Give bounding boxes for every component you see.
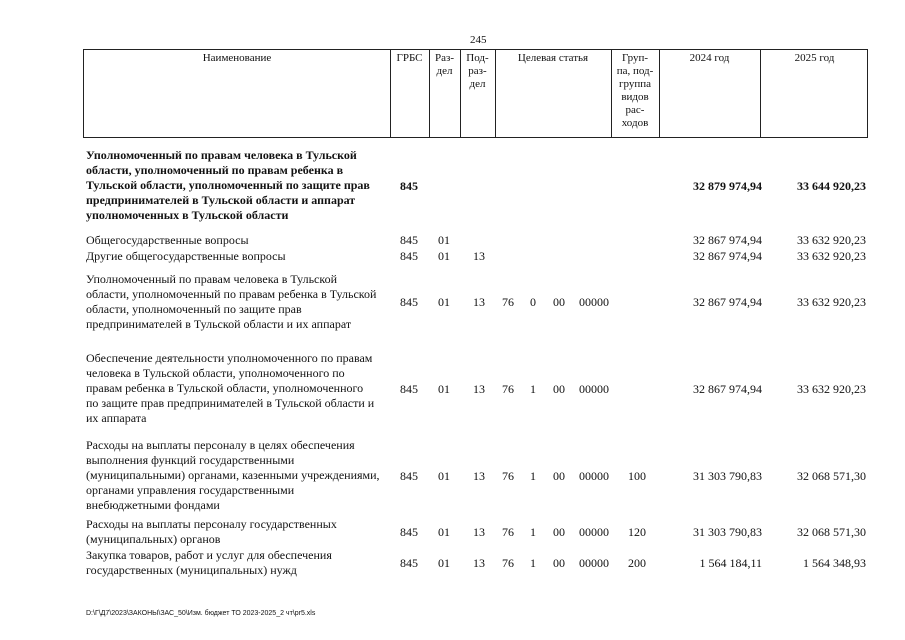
row-name: Расходы на выплаты персоналу в целях обеспечения выполнения функций государственными (муниципальными) органами, казенными учреждениями, органами управления государственными внебюджетными фондами — [86, 438, 380, 512]
cell-target-event: 00 — [553, 469, 565, 483]
cell-vr: 120 — [628, 525, 646, 539]
page-number: 245 — [470, 34, 487, 46]
row-name: Расходы на выплаты персоналу государственных (муниципальных) органов — [86, 517, 337, 546]
cell-2024: 32 867 974,94 — [693, 249, 762, 263]
cell-podrazdel: 13 — [473, 556, 485, 570]
cell-target-direction: 00000 — [579, 382, 609, 396]
cell-target-event: 00 — [553, 382, 565, 396]
cell-2025: 33 632 920,23 — [797, 295, 866, 309]
table-row — [0, 249, 905, 264]
cell-target-subprogram: 1 — [530, 525, 536, 539]
cell-podrazdel: 13 — [473, 469, 485, 483]
file-path-footer: D:\Г\Д7\2023\ЗАКОНЫ\ЗАС_50\Изм. бюджет ТО 2023-2025_2 чт\pr5.xls — [86, 610, 316, 617]
header-razdel: Раз- дел — [434, 52, 454, 77]
header-name: Наименование — [202, 52, 272, 64]
header-vr: Груп- па, под- группа видов рас- ходов — [616, 52, 654, 129]
cell-podrazdel: 13 — [473, 382, 485, 396]
cell-target-direction: 00000 — [579, 556, 609, 570]
cell-2025: 33 632 920,23 — [797, 233, 866, 247]
cell-grbs: 845 — [400, 233, 418, 247]
cell-podrazdel: 13 — [473, 249, 485, 263]
table-row — [0, 517, 905, 547]
cell-razdel: 01 — [438, 249, 450, 263]
cell-2024: 32 867 974,94 — [693, 382, 762, 396]
table-row — [0, 438, 905, 515]
cell-target-event: 00 — [553, 295, 565, 309]
cell-vr: 200 — [628, 556, 646, 570]
table-row — [0, 148, 905, 226]
row-name: Другие общегосударственные вопросы — [86, 249, 286, 263]
cell-2025: 33 632 920,23 — [797, 249, 866, 263]
cell-grbs: 845 — [400, 382, 418, 396]
cell-razdel: 01 — [438, 556, 450, 570]
row-name: Уполномоченный по правам человека в Тульской области, уполномоченный по правам ребенка в Тульской области, уполномоченный по защите прав предпринимателей в Тульской области и их аппарат — [86, 272, 377, 331]
cell-razdel: 01 — [438, 525, 450, 539]
row-name: Общегосударственные вопросы — [86, 233, 249, 247]
table-header — [83, 49, 868, 138]
cell-2024: 31 303 790,83 — [693, 525, 762, 539]
cell-grbs: 845 — [400, 556, 418, 570]
header-2025: 2025 год — [794, 52, 835, 64]
cell-target-subprogram: 1 — [530, 556, 536, 570]
header-grbs: ГРБС — [396, 52, 423, 64]
cell-target-program: 76 — [502, 556, 514, 570]
cell-target-event: 00 — [553, 556, 565, 570]
cell-podrazdel: 13 — [473, 295, 485, 309]
cell-2024: 32 879 974,94 — [693, 179, 762, 193]
cell-grbs: 845 — [400, 179, 418, 193]
table-row — [0, 548, 905, 578]
cell-target-subprogram: 0 — [530, 295, 536, 309]
cell-razdel: 01 — [438, 382, 450, 396]
table-row — [0, 233, 905, 248]
cell-target-subprogram: 1 — [530, 469, 536, 483]
cell-razdel: 01 — [438, 469, 450, 483]
cell-2025: 32 068 571,30 — [797, 525, 866, 539]
cell-razdel: 01 — [438, 233, 450, 247]
cell-vr: 100 — [628, 469, 646, 483]
cell-razdel: 01 — [438, 295, 450, 309]
cell-target-direction: 00000 — [579, 295, 609, 309]
cell-2025: 33 632 920,23 — [797, 382, 866, 396]
cell-target-direction: 00000 — [579, 469, 609, 483]
cell-2025: 1 564 348,93 — [803, 556, 866, 570]
cell-2024: 1 564 184,11 — [699, 556, 762, 570]
cell-grbs: 845 — [400, 295, 418, 309]
cell-grbs: 845 — [400, 525, 418, 539]
cell-2024: 31 303 790,83 — [693, 469, 762, 483]
row-name: Обеспечение деятельности уполномоченного по правам человека в Тульской области, уполномоченного по правам ребенка в Тульской области, уполномоченного по защите прав предпринимателей в Тульской области и их аппарата — [86, 351, 375, 425]
cell-2025: 32 068 571,30 — [797, 469, 866, 483]
table-row — [0, 272, 905, 334]
row-name: Закупка товаров, работ и услуг для обеспечения государственных (муниципальных) нужд — [86, 548, 332, 577]
cell-podrazdel: 13 — [473, 525, 485, 539]
row-name: Уполномоченный по правам человека в Тульской области, уполномоченный по правам ребенка в Тульской области, уполномоченный по защите прав предпринимателей в Тульской области и аппарат уполномоченных в Тульской области — [86, 148, 370, 222]
table-row — [0, 351, 905, 428]
cell-target-event: 00 — [553, 525, 565, 539]
cell-2024: 32 867 974,94 — [693, 295, 762, 309]
cell-target-direction: 00000 — [579, 525, 609, 539]
header-podrazdel: Под- раз- дел — [466, 52, 489, 90]
cell-target-program: 76 — [502, 469, 514, 483]
cell-target-program: 76 — [502, 525, 514, 539]
cell-target-program: 76 — [502, 295, 514, 309]
cell-target-program: 76 — [502, 382, 514, 396]
cell-2024: 32 867 974,94 — [693, 233, 762, 247]
header-target: Целевая статья — [517, 52, 589, 64]
cell-2025: 33 644 920,23 — [797, 179, 866, 193]
header-2024: 2024 год — [689, 52, 730, 64]
cell-grbs: 845 — [400, 249, 418, 263]
cell-target-subprogram: 1 — [530, 382, 536, 396]
cell-grbs: 845 — [400, 469, 418, 483]
